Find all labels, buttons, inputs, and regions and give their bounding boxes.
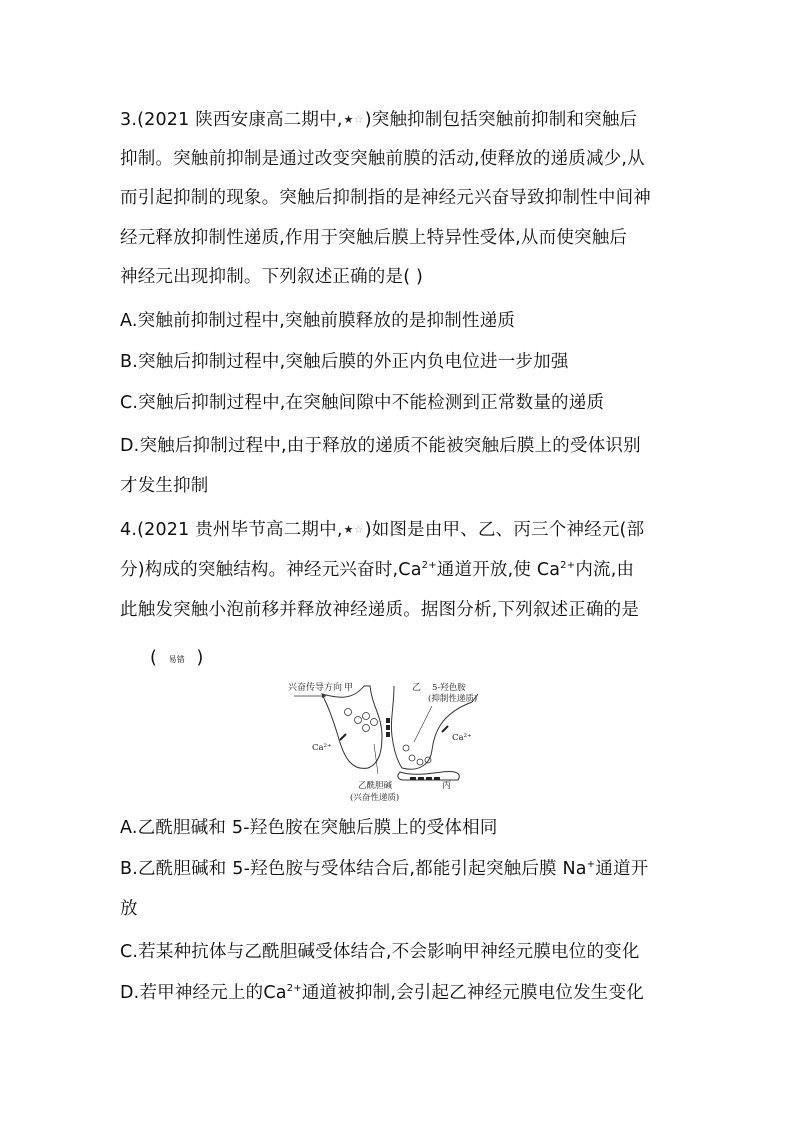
receptor-mark — [386, 718, 390, 723]
label-ach-note: (兴奋性递质) — [350, 793, 400, 803]
q3-option-d[interactable]: D.突触后抑制过程中,由于释放的递质不能被突触后膜上的受体识别 — [120, 436, 641, 456]
q4-stem-2c: 内流,由 — [575, 560, 635, 580]
receptor-mark — [386, 732, 390, 737]
leader-line — [414, 706, 432, 742]
q3-line-2: 抑制。突触前抑制是通过改变突触前膜的活动,使释放的递质减少,从 — [120, 149, 645, 169]
superscript: + — [586, 859, 596, 870]
vesicle — [425, 757, 431, 763]
neuron-jia-shape — [322, 686, 382, 768]
paren-open: ( — [150, 648, 158, 668]
q3-number: 3. — [120, 110, 138, 130]
vesicle — [363, 713, 370, 720]
q4-option-c[interactable]: C.若某种抗体与乙酰胆碱受体结合,不会影响甲神经元膜电位的变化 — [120, 942, 640, 962]
superscript: 2+ — [560, 560, 576, 571]
label-5ht: 5-羟色胺 — [432, 683, 466, 693]
difficulty-tag: 易错 — [168, 655, 185, 664]
label-ca-right: Ca²⁺ — [452, 733, 472, 743]
label-direction: 兴奋传导方向 — [288, 683, 343, 693]
vesicle — [417, 759, 423, 765]
q4-line-4 — [150, 646, 204, 672]
label-yi: 乙 — [412, 683, 422, 693]
label-bing: 丙 — [442, 781, 452, 791]
synapse-diagram — [282, 676, 512, 808]
vesicle — [345, 709, 352, 716]
paren-close: ) — [196, 648, 204, 668]
q3-line-5: 神经元出现抑制。下列叙述正确的是( ) — [120, 267, 424, 287]
receptor-mark — [426, 777, 432, 780]
q4-stem-1: )如图是由甲、乙、丙三个神经元(部 — [364, 520, 645, 540]
q4-option-b-text-end: 通道开 — [595, 859, 649, 879]
vesicle — [409, 755, 415, 761]
q4-option-b-cont: 放 — [120, 899, 138, 919]
vesicle — [355, 717, 362, 724]
q4-source: (2021 贵州毕节高二期中, — [137, 520, 343, 540]
q4-line-3: 此触发突触小泡前移并释放神经递质。据图分析,下列叙述正确的是 — [120, 600, 640, 620]
q4-line-2 — [120, 558, 634, 582]
q4-option-b-text: B.乙酰胆碱和 5-羟色胺与受体结合后,都能引起突触后膜 Na — [120, 859, 587, 879]
q4-line-1 — [120, 518, 644, 542]
q4-stem-2b: 通道开放,使 Ca — [436, 560, 561, 580]
label-5ht-note: (抑制性递质) — [428, 694, 478, 704]
label-jia: 甲 — [344, 683, 354, 693]
q4-option-b[interactable] — [120, 857, 648, 881]
q3-option-a[interactable]: A.突触前抑制过程中,突触前膜释放的是抑制性递质 — [120, 311, 516, 331]
superscript: 2+ — [286, 983, 302, 994]
receptor-mark — [386, 725, 390, 730]
q3-source: (2021 陕西安康高二期中, — [137, 110, 343, 130]
label-ca-left: Ca²⁺ — [312, 743, 332, 753]
vesicle — [403, 745, 409, 751]
q3-line-4: 经元释放抑制性递质,作用于突触后膜上特异性受体,从而使突触后 — [120, 228, 628, 248]
q3-option-d-cont: 才发生抑制 — [120, 476, 209, 496]
q3-line-1 — [120, 108, 637, 132]
q4-number: 4. — [120, 520, 138, 540]
star-rating-icon: ★☆ — [343, 113, 364, 126]
ca-channel — [340, 734, 346, 740]
q3-option-b[interactable]: B.突触后抑制过程中,突触后膜的外正内负电位进一步加强 — [120, 352, 569, 372]
vesicle — [363, 725, 370, 732]
receptor-mark — [418, 777, 424, 780]
vesicle — [371, 719, 378, 726]
q3-line-3: 而引起抑制的现象。突触后抑制指的是神经元兴奋导致抑制性中间神 — [120, 188, 651, 208]
star-rating-icon: ★☆ — [343, 523, 364, 536]
ca-channel — [442, 726, 448, 732]
q4-option-d-text: D.若甲神经元上的Ca — [120, 983, 287, 1003]
label-ach: 乙酰胆碱 — [358, 781, 393, 791]
q4-option-d[interactable] — [120, 981, 644, 1005]
receptor-mark — [410, 777, 416, 780]
q4-option-a[interactable]: A.乙酰胆碱和 5-羟色胺在突触后膜上的受体相同 — [120, 818, 498, 838]
receptor-mark — [434, 777, 440, 780]
superscript: 2+ — [421, 560, 437, 571]
q3-option-c[interactable]: C.突触后抑制过程中,在突触间隙中不能检测到正常数量的递质 — [120, 393, 605, 413]
q4-option-d-text-end: 通道被抑制,会引起乙神经元膜电位发生变化 — [301, 983, 644, 1003]
q3-stem-1: )突触抑制包括突触前抑制和突触后 — [364, 110, 638, 130]
q4-stem-2a: 分)构成的突触结构。神经元兴奋时,Ca — [120, 560, 422, 580]
